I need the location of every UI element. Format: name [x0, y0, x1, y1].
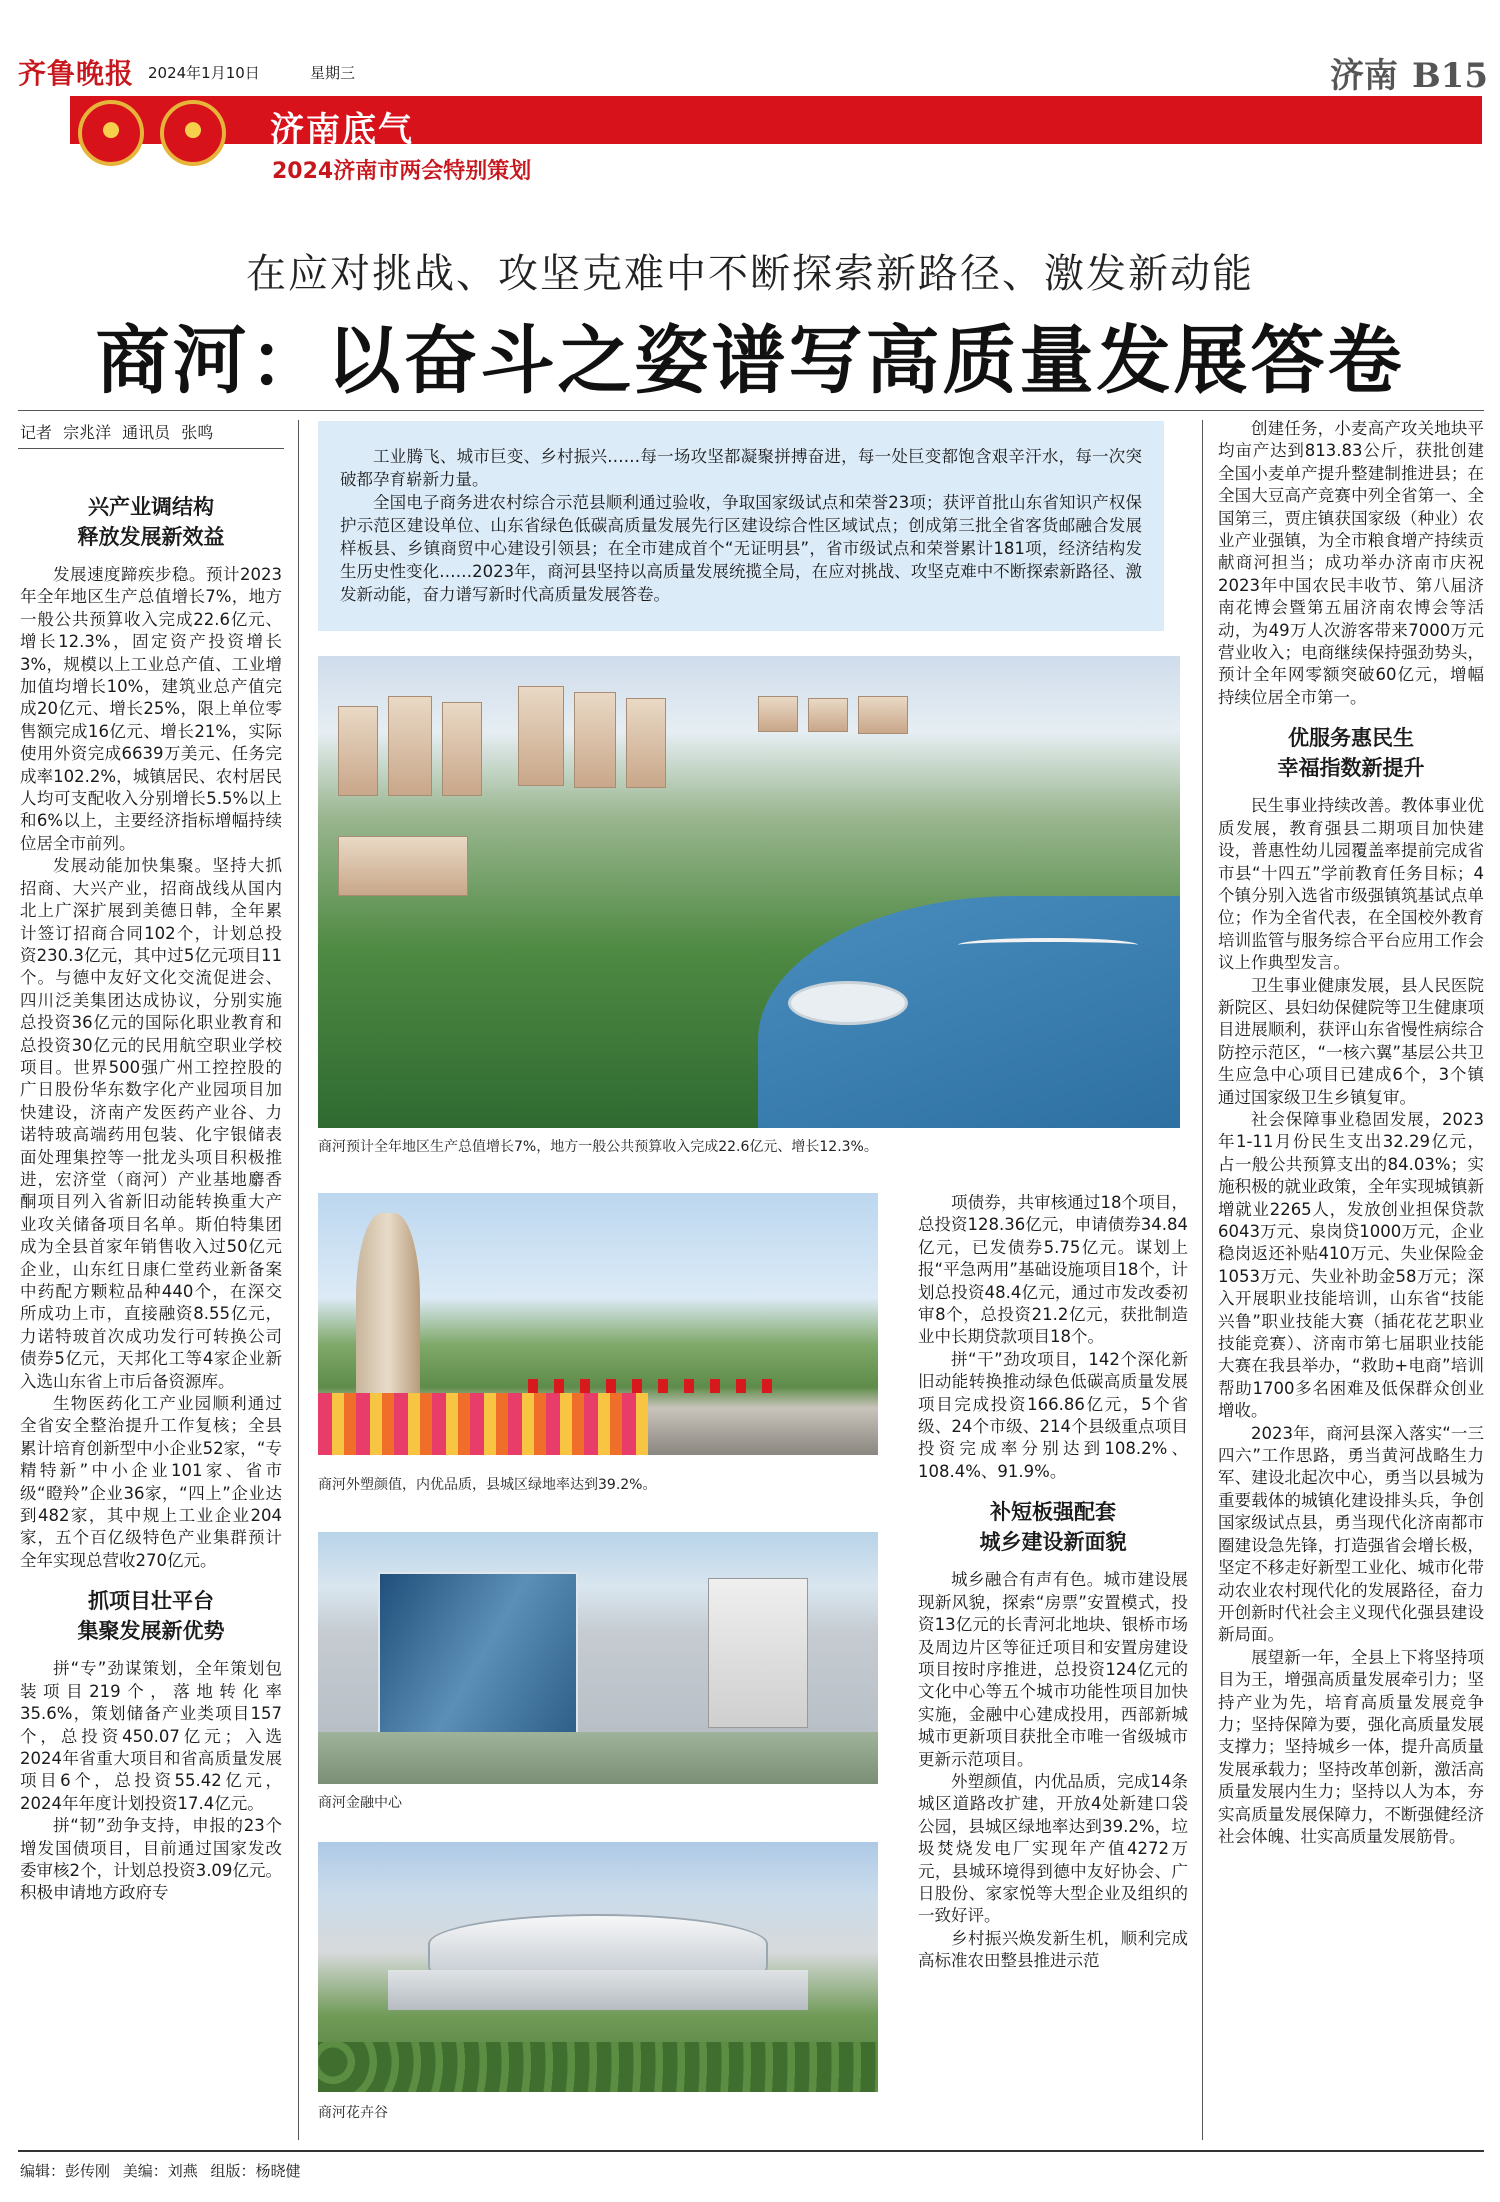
paragraph: 民生事业持续改善。教体事业优质发展，教育强县二期项目加快建设，普惠性幼儿园覆盖率提前完成省市县“十四五”学前教育任务目标；4个镇分别入选省市级强镇筑基试点单位；作为全省代表，在全国校外教育培训监管与服务综合平台应用工作会议上作典型发言。 [1218, 796, 1484, 973]
plaza-shape [318, 1732, 878, 1784]
article-column-4 [1218, 418, 1484, 2148]
photo-city-park-aerial [318, 656, 1180, 1128]
summary-paragraph: 工业腾飞、城市巨变、乡村振兴……每一场攻坚都凝聚拼搏奋进，每一处巨变都饱含艰辛汗水，每一次突破都孕育崭新力量。 [340, 447, 1142, 489]
summary-paragraph: 全国电子商务进农村综合示范县顺利通过验收，争取国家级试点和荣誉23项；获评首批山东省知识产权保护示范区建设单位、山东省绿色低碳高质量发展先行区建设综合性区域试点；创成第三批全省客货邮融合发展样板县、乡镇商贸中心建设引领县；在全市建成首个“无证明县”，省市级试点和荣誉累计181项，经济结构发生历史性变化……2023年，商河县坚持以高质量发展统揽全局，在应对挑战、攻坚克难中不断探索新路径、激发新动能，奋力谱写新时代高质量发展答卷。 [340, 493, 1142, 604]
building-shape [338, 706, 378, 796]
building-shape [758, 696, 798, 732]
photo-caption: 商河预计全年地区生产总值增长7%，地方一般公共预算收入完成22.6亿元、增长12.3%。 [318, 1139, 878, 1155]
section-title-projects [20, 1586, 282, 1646]
building-shape [574, 692, 616, 788]
section-title-urban [918, 1497, 1188, 1557]
section-banner [70, 96, 1482, 150]
page-number: B15 [1411, 56, 1488, 96]
photo-finance-center [318, 1532, 878, 1784]
page-label [1316, 48, 1488, 97]
building-shape [808, 698, 848, 732]
section-title-line: 优服务惠民生 [1288, 725, 1414, 751]
paragraph: 2023年，商河县深入落实“一三四六”工作思路，勇当黄河战略生力军、建设北起次中心，勇当以县城为重要载体的城镇化建设排头兵，争创国家级试点县，勇当现代化济南都市圈建设急先锋，打造强省会增长极，坚定不移走好新型工业化、城市化带动农业农村现代化的发展路径，奋力开创新时代社会主义现代化强县建设新局面。 [1218, 1423, 1484, 1645]
trees-shape [318, 2042, 878, 2092]
section-title-line: 兴产业调结构 [88, 494, 214, 519]
section-title-line: 幸福指数新提升 [1277, 755, 1425, 781]
glass-building-shape [378, 1572, 578, 1752]
building-shape [388, 696, 432, 796]
masthead [18, 48, 1488, 96]
column-divider [298, 420, 299, 2140]
section-title-line: 城乡建设新面貌 [979, 1529, 1127, 1555]
paragraph: 城乡融合有声有色。城市建设展现新风貌，探索“房票”安置模式，投资13亿元的长青河北地块、银桥市场及周边片区等征迁项目和安置房建设项目按时序推进，总投资124亿元的文化中心等五个城市功能性项目加快实施，金融中心建成投用，西部新城城市更新项目获批全市唯一省级城市更新示范项目。 [918, 1570, 1188, 1769]
banner-title: 济南底气 [270, 110, 414, 150]
byline-divider [18, 448, 284, 449]
issue-date: 2024年1月10日 [148, 64, 260, 82]
article-column-1 [20, 478, 282, 2148]
section-title-line: 集聚发展新优势 [77, 1618, 225, 1644]
headline-kicker: 在应对挑战、攻坚克难中不断探索新路径、激发新动能 [246, 251, 1254, 297]
paragraph: 发展速度蹄疾步稳。预计2023年全年地区生产总值增长7%，地方一般公共预算收入完成22.6亿元、增长12.3%，固定资产投资增长3%，规模以上工业总产值、工业增加值均增长10%，建筑业总产值完成20亿元、增长25%，限上单位零售额完成16亿元、增长21%，实际使用外资完成6639万美元、任务完成率102.2%，城镇居民、农村居民人均可支配收入分别增长5.5%以上和6%以上，主要经济指标增幅持续位居全市前列。 [20, 565, 282, 853]
photo-caption: 商河金融中心 [318, 1795, 402, 1811]
editor-credits: 编辑：彭传刚 美编：刘燕 组版：杨晓健 [20, 2162, 301, 2180]
page-city: 济南 [1329, 56, 1398, 96]
issue-weekday: 星期三 [310, 64, 356, 82]
paragraph: 外塑颜值，内优品质，完成14条城区道路改扩建，开放4处新建口袋公园，县城区绿地率达到39.2%，垃圾焚烧发电厂实现年产值4272万元，县城环境得到德中友好协会、广日股份、家家悦等大型企业及组织的一致好评。 [918, 1771, 1188, 1926]
byline: 记者 宗兆洋 通讯员 张鸣 [20, 423, 214, 442]
paragraph: 社会保障事业稳固发展，2023年1-11月份民生支出32.29亿元，占一般公共预算支出的84.03%；实施积极的就业政策，全年实现城镇新增就业2265人，发放创业担保贷款6043万元、泉岗贷1000万元，企业稳岗返还补贴410万元、失业保险金1053万元、失业补助金58万元；深入开展职业技能培训，山东省“技能兴鲁”职业技能大赛（插花花艺职业技能竞赛）、济南市第七届职业技能大赛在我县举办，“救助+电商”培训帮助1700多名困难及低保群众创业增收。 [1218, 1109, 1484, 1421]
paragraph: 创建任务，小麦高产攻关地块平均亩产达到813.83公斤，获批创建全国小麦单产提升整建制推进县；在全国大豆高产竞赛中列全省第一、全国第三，贾庄镇获国家级（种业）农业产业强镇，为全市粮食增产持续贡献商河担当；成功举办济南市庆祝2023年中国农民丰收节、第八届济南花博会暨第五届济南农博会等活动，为49万人次游客带来7000万元营业收入；电商继续保持强劲势头，预计全年网零额突破60亿元，增幅持续位居全市第一。 [1218, 419, 1484, 707]
photo-flower-valley [318, 1842, 878, 2092]
national-emblem-icon [78, 100, 144, 166]
paragraph: 展望新一年，全县上下将坚持项目为王，增强高质量发展牵引力；坚持产业为先，培育高质量发展竞争力；坚持保障为要，强化高质量发展支撑力；坚持城乡一体，提升高质量发展承载力；坚持改革创新，激活高质量发展内生力；坚持以人为本，夯实高质量发展保障力，不断强健经济社会体魄、壮实高质量发展筋骨。 [1218, 1647, 1484, 1846]
building-shape [626, 698, 666, 788]
paragraph: 拼“干”劲攻项目，142个深化新旧动能转换推动绿色低碳高质量发展项目完成投资166.86亿元，5个省级、24个市级、214个县级重点项目投资完成率分别达到108.2%、108.4%、91.9%。 [918, 1349, 1188, 1481]
lead-summary-box [318, 421, 1164, 631]
building-shape [442, 702, 482, 796]
congress-emblem-icon [160, 100, 226, 166]
headline-divider [18, 410, 1484, 411]
tower-shape [708, 1578, 808, 1728]
section-title-livelihood [1218, 723, 1484, 783]
footer-divider [18, 2150, 1484, 2152]
section-title-line: 补短板强配套 [990, 1499, 1116, 1525]
building-shape [518, 686, 564, 786]
section-title-line: 抓项目壮平台 [88, 1588, 214, 1614]
section-title-industry [20, 492, 282, 552]
building-shape [858, 696, 908, 734]
banner-subtitle: 2024济南市两会特别策划 [272, 159, 532, 184]
flowerbed-shape [318, 1393, 648, 1455]
photo-caption: 商河外塑颜值，内优品质，县城区绿地率达到39.2%。 [318, 1477, 657, 1493]
headline-main: 商河：以奋斗之姿谱写高质量发展答卷 [95, 318, 1405, 404]
paragraph: 项债券，共审核通过18个项目，总投资128.36亿元，申请债券34.84亿元，已发债券5.75亿元。谋划上报“平急两用”基础设施项目18个，计划总投资48.4亿元，通过市发改委初审8个，总投资21.2亿元，获批制造业中长期贷款项目18个。 [918, 1193, 1188, 1347]
paragraph: 拼“韧”劲争支持，申报的23个增发国债项目，目前通过国家发改委审核2个，计划总投资3.09亿元。积极申请地方政府专 [20, 1816, 282, 1903]
paper-name: 齐鲁晚报 [18, 57, 135, 90]
building-shape [338, 836, 468, 896]
photo-caption: 商河花卉谷 [318, 2105, 388, 2121]
hall-base-shape [388, 1970, 808, 2010]
paragraph: 发展动能加快集聚。坚持大抓招商、大兴产业，招商战线从国内北上广深扩展到美德日韩，全年累计签订招商合同102个，计划总投资230.3亿元，其中过5亿元项目11个。与德中友好文化交流促进会、四川泛美集团达成协议，分别实施总投资36亿元的国际化职业教育和总投资30亿元的民用航空职业学校项目。世界500强广州工控控股的广日股份华东数字化产业园项目加快建设，济南产发医药产业谷、力诺特玻高端药用包装、化宇银储表面处理集控等一批龙头项目积极推进，宏济堂（商河）产业基地麝香酮项目列入省新旧动能转换重大产业攻关储备项目名单。斯伯特集团成为全县首家年销售收入过50亿元企业，山东红日康仁堂药业新备案中药配方颗粒品种440个，在深交所成功上市，直接融资8.55亿元，力诺特玻首次成功发行可转换公司债券5亿元，天邦化工等4家企业新入选山东省上市后备资源库。 [20, 856, 282, 1391]
plaza-shape [788, 981, 908, 1025]
dome-roof-shape [428, 1914, 768, 1974]
paragraph: 乡村振兴焕发新生机，顺利完成高标准农田整县推进示范 [918, 1928, 1188, 1971]
paragraph: 生物医药化工产业园顺利通过全省安全整治提升工作复核；全县累计培育创新型中小企业52家，“专精特新”中小企业101家、省市级“瞪羚”企业36家，“四上”企业达到482家，其中规上工业企业204家，五个百亿级特色产业集群预计全年实现总营收270亿元。 [20, 1394, 282, 1570]
paragraph: 卫生事业健康发展，县人民医院新院区、县妇幼保健院等卫生健康项目进展顺利，获评山东省慢性病综合防控示范区，“一核六翼”基层公共卫生应急中心项目已建成6个，3个镇通过国家级卫生乡镇复审。 [1218, 975, 1484, 1107]
column-divider [1202, 420, 1203, 2140]
section-title-line: 释放发展新效益 [77, 524, 225, 549]
paragraph: 拼“专”劲谋策划，全年策划包装项目219个，落地转化率35.6%，策划储备产业类项目157个，总投资450.07亿元；入选2024年省重大项目和省高质量发展项目6个，总投资55.42亿元，2024年年度计划投资17.4亿元。 [20, 1659, 282, 1813]
article-column-3 [918, 1192, 1188, 2148]
photo-cycling-road [318, 1193, 878, 1455]
cyclists-shape [528, 1379, 788, 1393]
bridge-shape [958, 938, 1138, 952]
